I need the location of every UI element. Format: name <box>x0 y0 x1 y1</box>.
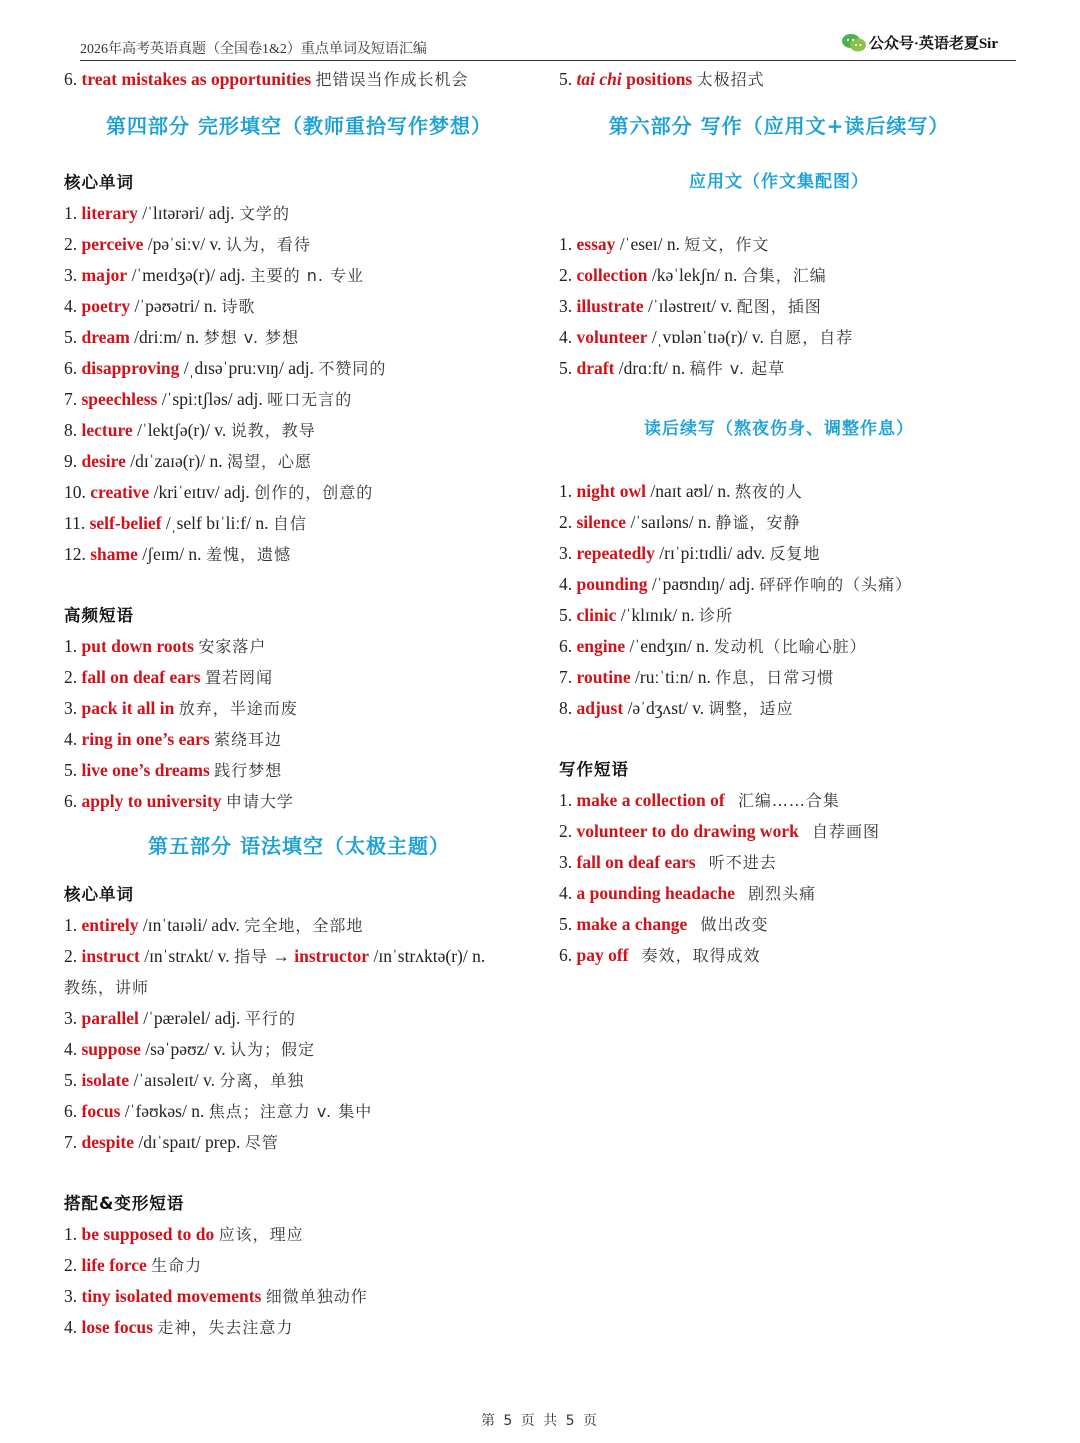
keyword: make a collection of <box>576 790 725 810</box>
item-number: 5. <box>64 327 78 347</box>
translation: 指导 <box>233 947 268 966</box>
list-item <box>64 1034 534 1065</box>
translation: 认为，看待 <box>225 235 311 254</box>
translation: 配图，插图 <box>736 297 822 316</box>
list-item <box>559 538 999 569</box>
phonetic: /ˈpəʊətri/ n. <box>134 296 217 316</box>
item-number: 2. <box>64 667 78 687</box>
keyword: night owl <box>576 481 647 501</box>
core-words-heading: 核心单词 <box>64 173 134 192</box>
phonetic: /ˈendʒɪn/ n. <box>629 636 710 656</box>
list-item <box>64 198 534 229</box>
keyword: despite <box>81 1132 134 1152</box>
keyword: dream <box>81 327 130 347</box>
item-number: 2. <box>64 1255 78 1275</box>
phonetic: /ˌvɒlənˈtɪə(r)/ v. <box>651 327 764 347</box>
list-item <box>64 1127 534 1158</box>
translation: 细微单独动作 <box>265 1287 368 1306</box>
keyword: disapproving <box>81 358 180 378</box>
collocation-list <box>64 1219 534 1343</box>
list-item <box>559 878 999 909</box>
item-number: 7. <box>64 389 78 409</box>
core-words-heading: 核心单词 <box>64 885 134 904</box>
translation: 尽管 <box>244 1133 279 1152</box>
item-number: 2. <box>559 512 573 532</box>
translation: 熬夜的人 <box>734 482 803 501</box>
translation: 哑口无言的 <box>267 390 353 409</box>
item-number: 5. <box>559 69 573 89</box>
translation: 焦点；注意力 v. 集中 <box>208 1102 373 1121</box>
list-item <box>64 1219 534 1250</box>
keyword: pay off <box>576 945 629 965</box>
translation: 生命力 <box>151 1256 203 1275</box>
phonetic: /ʃeɪm/ n. <box>142 544 202 564</box>
keyword: a pounding headache <box>576 883 736 903</box>
item-number: 3. <box>559 296 573 316</box>
keyword: instruct <box>81 946 140 966</box>
translation: 安家落户 <box>198 637 267 656</box>
list-item <box>64 260 534 291</box>
keyword: treat mistakes as opportunities <box>81 69 312 89</box>
keyword: desire <box>81 451 126 471</box>
keyword: clinic <box>576 605 617 625</box>
phonetic: /əˈdʒʌst/ v. <box>627 698 705 718</box>
keyword: draft <box>576 358 615 378</box>
list-item <box>64 291 534 322</box>
list-item <box>64 322 534 353</box>
keyword: repeatedly <box>576 543 655 563</box>
keyword: pounding <box>576 574 648 594</box>
item-number: 12. <box>64 544 86 564</box>
keyword: fall on deaf ears <box>81 667 201 687</box>
keyword-italic: tai chi <box>576 69 622 89</box>
list-item <box>64 1065 534 1096</box>
item-number: 3. <box>64 265 78 285</box>
section-title-part6: 第六部分 写作（应用文+读后续写） <box>608 114 950 138</box>
keyword: live one’s dreams <box>81 760 210 780</box>
keyword: instructor <box>294 946 370 966</box>
translation: 自荐画图 <box>811 822 880 841</box>
translation: 应该，理应 <box>218 1225 304 1244</box>
item-number: 2. <box>559 821 573 841</box>
keyword: apply to university <box>81 791 222 811</box>
translation: 合集，汇编 <box>741 266 827 285</box>
item-number: 6. <box>64 69 78 89</box>
list-item <box>559 662 999 693</box>
list-item <box>64 1003 534 1034</box>
keyword: put down roots <box>81 636 194 656</box>
list-item <box>64 1281 534 1312</box>
item-number: 3. <box>64 698 78 718</box>
core-word-list <box>64 198 534 570</box>
item-number: 4. <box>64 1039 78 1059</box>
list-item <box>559 322 999 353</box>
keyword: isolate <box>81 1070 130 1090</box>
item-number: 4. <box>64 1317 78 1337</box>
translation: 羞愧，遗憾 <box>205 545 291 564</box>
subsection-title-practical: 应用文（作文集配图） <box>689 172 869 192</box>
list-item <box>559 476 999 507</box>
translation: 申请大学 <box>225 792 294 811</box>
item-number: 3. <box>64 1008 78 1028</box>
translation: 走神，失去注意力 <box>157 1318 294 1337</box>
translation: 自愿，自荐 <box>768 328 854 347</box>
item-number: 5. <box>64 1070 78 1090</box>
translation: 反复地 <box>769 544 821 563</box>
keyword: collection <box>576 265 648 285</box>
item-number: 9. <box>64 451 78 471</box>
keyword: major <box>81 265 128 285</box>
phonetic: /dɪˈzaɪə(r)/ n. <box>130 451 223 471</box>
list-item <box>64 786 534 817</box>
list-item <box>559 507 999 538</box>
brand-label: 公众号·英语老夏Sir <box>868 36 998 52</box>
item-number: 4. <box>559 883 573 903</box>
section-title-part5: 第五部分 语法填空（太极主题） <box>148 834 450 858</box>
translation: 作息，日常习惯 <box>715 668 835 687</box>
item-number: 6. <box>64 358 78 378</box>
translation: 发动机（比喻心脏） <box>713 637 867 656</box>
arrow: → <box>272 946 290 966</box>
keyword: routine <box>576 667 631 687</box>
translation: 稿件 v. 起草 <box>689 359 786 378</box>
list-item <box>64 353 534 384</box>
translation: 渴望，心愿 <box>226 452 312 471</box>
list-item <box>64 508 534 539</box>
list-item <box>64 693 534 724</box>
keyword: creative <box>90 482 150 502</box>
core-word-list <box>64 910 534 1158</box>
phonetic: /ˈeseɪ/ n. <box>619 234 681 254</box>
item-number: 1. <box>559 234 573 254</box>
keyword: positions <box>626 69 693 89</box>
phonetic: /naɪt aʊl/ n. <box>650 481 731 501</box>
phonetic: /ruːˈtiːn/ n. <box>635 667 711 687</box>
phonetic: /ˈmeɪdʒə(r)/ adj. <box>131 265 246 285</box>
phonetic: /ˈlɪtərəri/ adj. <box>142 203 235 223</box>
keyword: engine <box>576 636 626 656</box>
translation: 短文，作文 <box>684 235 770 254</box>
phonetic: /ˈaɪsəleɪt/ v. <box>133 1070 215 1090</box>
item-number: 2. <box>64 946 78 966</box>
keyword: life force <box>81 1255 147 1275</box>
item-number: 1. <box>64 915 78 935</box>
translation: 砰砰作响的（头痛） <box>759 575 913 594</box>
keyword: pack it all in <box>81 698 175 718</box>
translation: 主要的 n. 专业 <box>249 266 365 285</box>
list-item <box>64 724 534 755</box>
vocab-list <box>559 229 999 384</box>
list-item <box>64 384 534 415</box>
item-number: 8. <box>559 698 573 718</box>
item-number: 1. <box>64 1224 78 1244</box>
item-number: 6. <box>64 1101 78 1121</box>
translation: 诊所 <box>699 606 734 625</box>
translation: 平行的 <box>244 1009 296 1028</box>
phonetic: /ˈsaɪləns/ n. <box>630 512 712 532</box>
keyword: volunteer to do drawing work <box>576 821 799 841</box>
phonetic: /ˈklɪnɪk/ n. <box>620 605 695 625</box>
keyword: be supposed to do <box>81 1224 215 1244</box>
item-number: 3. <box>64 1286 78 1306</box>
phonetic: /dɪˈspaɪt/ prep. <box>138 1132 241 1152</box>
phonetic: /ˌdɪsəˈpruːvɪŋ/ adj. <box>183 358 314 378</box>
phonetic: /ˌself bɪˈliːf/ n. <box>165 513 269 533</box>
item-number: 4. <box>64 729 78 749</box>
list-item <box>64 941 534 1003</box>
subsection-title-continuation: 读后续写（熬夜伤身、调整作息） <box>644 419 914 439</box>
translation: 汇编……合集 <box>737 791 840 810</box>
list-item <box>64 1096 534 1127</box>
translation: 分离，单独 <box>219 1071 305 1090</box>
item-number: 6. <box>559 945 573 965</box>
keyword: parallel <box>81 1008 139 1028</box>
translation: 梦想 v. 梦想 <box>203 328 300 347</box>
item-number: 8. <box>64 420 78 440</box>
list-item <box>559 940 999 971</box>
item-number: 7. <box>64 1132 78 1152</box>
list-item <box>559 353 999 384</box>
list-item <box>559 600 999 631</box>
list-item <box>559 229 999 260</box>
item-number: 10. <box>64 482 86 502</box>
writing-phrases-heading: 写作短语 <box>559 760 629 779</box>
translation: 践行梦想 <box>214 761 283 780</box>
page-number: 第 5 页 共 5 页 <box>480 1413 600 1429</box>
list-item <box>64 1312 534 1343</box>
keyword: fall on deaf ears <box>576 852 696 872</box>
keyword: focus <box>81 1101 121 1121</box>
item-number: 1. <box>559 790 573 810</box>
phrase-list <box>64 631 534 817</box>
list-item <box>559 260 999 291</box>
list-item <box>64 631 534 662</box>
keyword: entirely <box>81 915 139 935</box>
item-number: 3. <box>559 543 573 563</box>
list-item <box>559 909 999 940</box>
phonetic: /ɪnˈstrʌkt/ v. <box>144 946 230 966</box>
wechat-icon <box>841 33 867 53</box>
phonetic: /ˈlektʃə(r)/ v. <box>137 420 227 440</box>
keyword: self-belief <box>89 513 162 533</box>
item-number: 6. <box>64 791 78 811</box>
item-number: 5. <box>559 605 573 625</box>
translation: 教练，讲师 <box>64 978 150 997</box>
keyword: adjust <box>576 698 624 718</box>
translation: 听不进去 <box>708 853 777 872</box>
translation: 自信 <box>272 514 307 533</box>
item-number: 1. <box>559 481 573 501</box>
keyword: shame <box>90 544 138 564</box>
vocab-list <box>559 476 999 724</box>
phonetic: /ˈfəʊkəs/ n. <box>124 1101 205 1121</box>
keyword: lose focus <box>81 1317 153 1337</box>
phonetic: /ˈspiːtʃləs/ adj. <box>161 389 263 409</box>
translation: 把错误当作成长机会 <box>315 70 469 89</box>
keyword: poetry <box>81 296 131 316</box>
list-item <box>559 816 999 847</box>
translation: 不赞同的 <box>318 359 387 378</box>
translation: 剧烈头痛 <box>748 884 817 903</box>
collocations-heading: 搭配&变形短语 <box>64 1194 185 1213</box>
item-number: 2. <box>559 265 573 285</box>
item-number: 1. <box>64 203 78 223</box>
keyword: ring in one’s ears <box>81 729 210 749</box>
list-item <box>64 910 534 941</box>
list-item <box>64 477 534 508</box>
keyword: speechless <box>81 389 158 409</box>
right-column <box>559 64 999 971</box>
item-number: 2. <box>64 234 78 254</box>
translation: 认为；假定 <box>229 1040 315 1059</box>
list-item <box>559 569 999 600</box>
translation: 奏效，取得成效 <box>641 946 761 965</box>
list-item <box>559 785 999 816</box>
phonetic: /səˈpəʊz/ v. <box>145 1039 226 1059</box>
item-number: 1. <box>64 636 78 656</box>
list-item <box>64 64 534 95</box>
phonetic: /ˈpærəlel/ adj. <box>143 1008 241 1028</box>
list-item <box>64 1250 534 1281</box>
item-number: 6. <box>559 636 573 656</box>
left-column <box>64 64 534 1343</box>
keyword: essay <box>576 234 616 254</box>
phonetic: /driːm/ n. <box>134 327 200 347</box>
list-item <box>64 539 534 570</box>
keyword: perceive <box>81 234 144 254</box>
keyword: literary <box>81 203 138 223</box>
item-number: 4. <box>64 296 78 316</box>
translation: 调整，适应 <box>708 699 794 718</box>
item-number: 5. <box>64 760 78 780</box>
list-item <box>559 64 999 95</box>
translation: 太极招式 <box>696 70 765 89</box>
list-item <box>559 291 999 322</box>
item-number: 5. <box>559 914 573 934</box>
phonetic: /ˈpaʊndɪŋ/ adj. <box>651 574 755 594</box>
translation: 诗歌 <box>221 297 256 316</box>
list-item <box>64 755 534 786</box>
item-number: 3. <box>559 852 573 872</box>
item-number: 4. <box>559 327 573 347</box>
phonetic: /ɪnˈtaɪəli/ adv. <box>142 915 240 935</box>
keyword: make a change <box>576 914 688 934</box>
translation: 静谧，安静 <box>715 513 801 532</box>
phonetic: /ˈɪləstreɪt/ v. <box>647 296 733 316</box>
phonetic: /drɑːft/ n. <box>618 358 686 378</box>
section-title-part4: 第四部分 完形填空（教师重拾写作梦想） <box>106 114 492 138</box>
page-header <box>80 36 1016 61</box>
item-number: 7. <box>559 667 573 687</box>
keyword: illustrate <box>576 296 644 316</box>
phonetic: /kriˈeɪtɪv/ adj. <box>153 482 250 502</box>
translation: 萦绕耳边 <box>214 730 283 749</box>
translation: 做出改变 <box>700 915 769 934</box>
item-number: 11. <box>64 513 86 533</box>
list-item <box>559 693 999 724</box>
item-number: 5. <box>559 358 573 378</box>
list-item <box>64 229 534 260</box>
translation: 文学的 <box>238 204 290 223</box>
list-item <box>559 847 999 878</box>
phrase-list <box>559 785 999 971</box>
list-item <box>64 662 534 693</box>
translation: 置若罔闻 <box>204 668 273 687</box>
phonetic: /kəˈlekʃn/ n. <box>651 265 738 285</box>
keyword: volunteer <box>576 327 648 347</box>
translation: 说教，教导 <box>230 421 316 440</box>
list-item <box>64 415 534 446</box>
phonetic: /pəˈsiːv/ v. <box>147 234 222 254</box>
list-item <box>64 446 534 477</box>
list-item <box>559 631 999 662</box>
keyword: lecture <box>81 420 133 440</box>
document-title: 2026年高考英语真题（全国卷1&2）重点单词及短语汇编 <box>80 42 427 57</box>
translation: 创作的，创意的 <box>254 483 374 502</box>
translation: 完全地，全部地 <box>244 916 364 935</box>
translation: 放弃，半途而废 <box>178 699 298 718</box>
phrases-heading: 高频短语 <box>64 606 134 625</box>
brand <box>841 32 998 53</box>
phonetic: /rɪˈpiːtɪdli/ adv. <box>659 543 766 563</box>
item-number: 4. <box>559 574 573 594</box>
keyword: tiny isolated movements <box>81 1286 262 1306</box>
keyword: silence <box>576 512 627 532</box>
keyword: suppose <box>81 1039 141 1059</box>
phonetic: /ɪnˈstrʌktə(r)/ n. <box>373 946 486 966</box>
